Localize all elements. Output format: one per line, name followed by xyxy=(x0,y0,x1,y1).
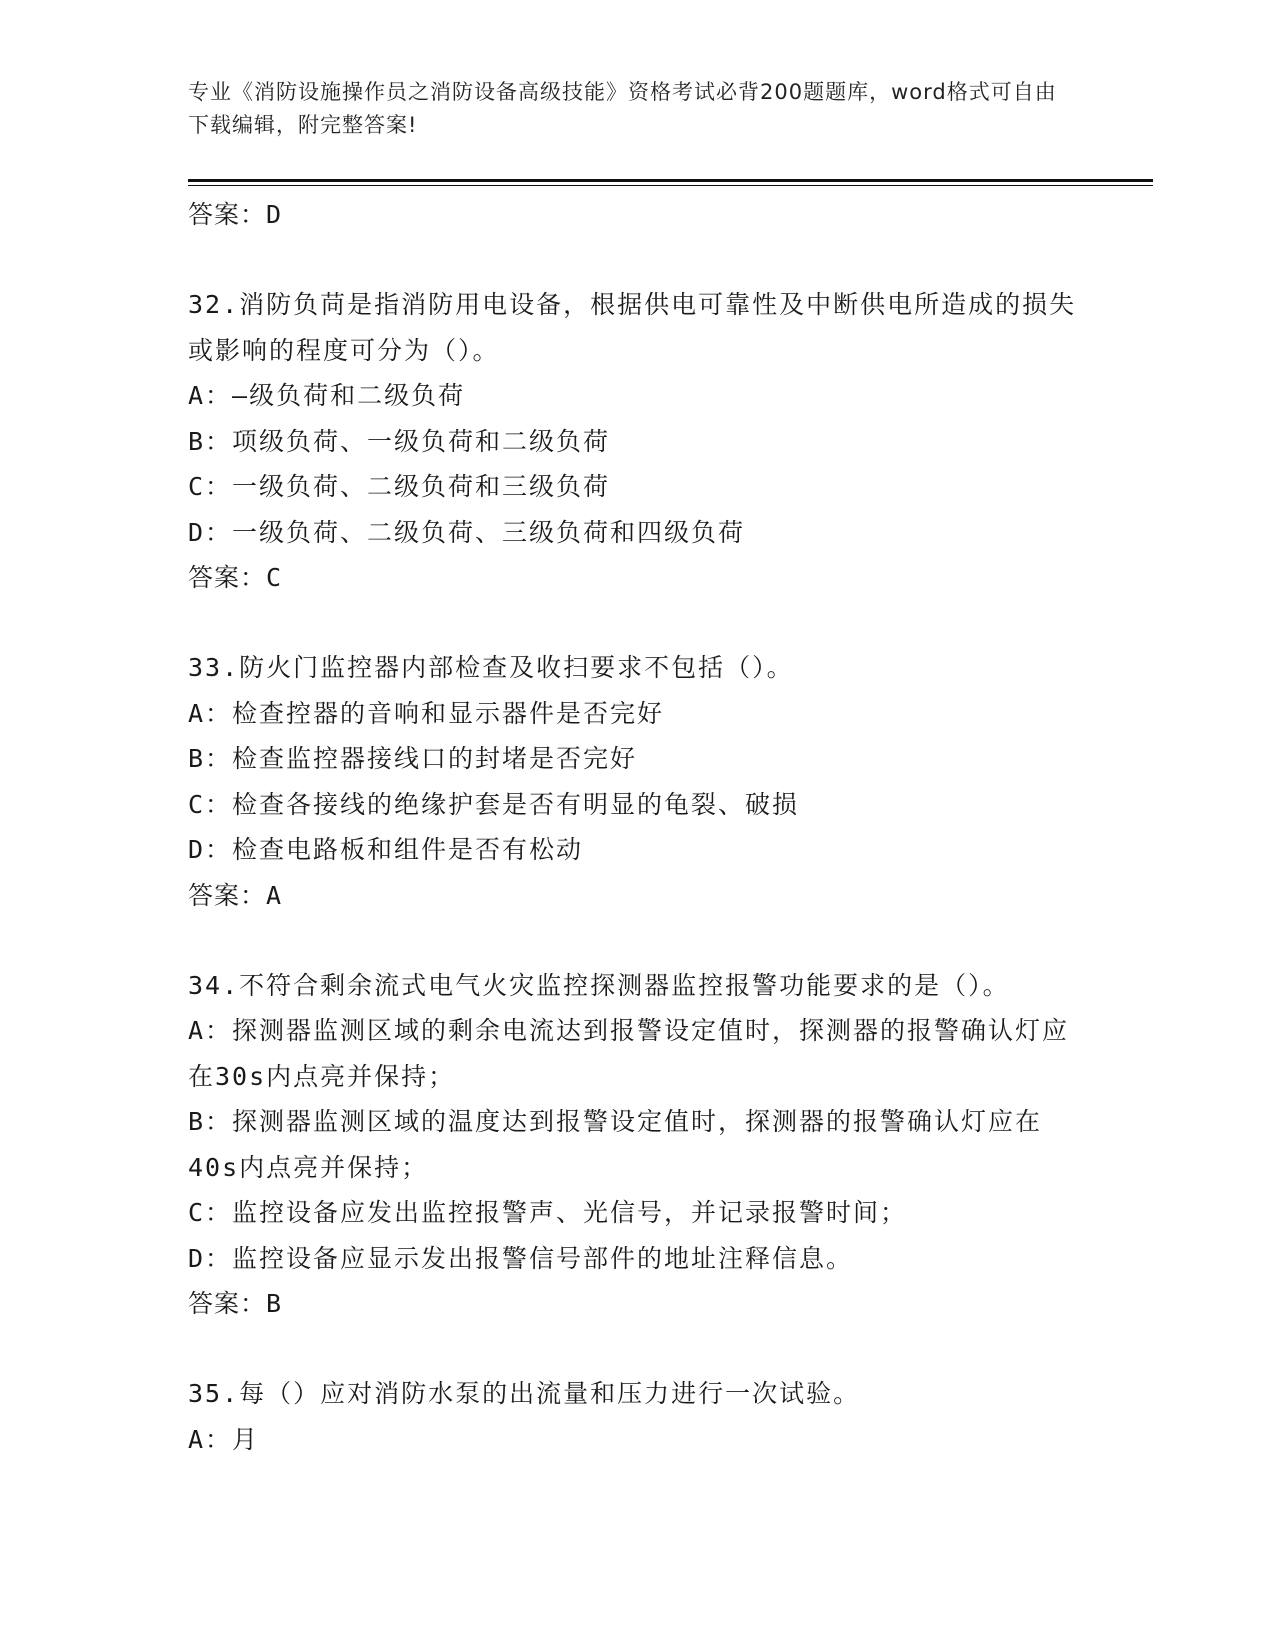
option-b: B：检查监控器接线口的封堵是否完好 xyxy=(188,744,638,773)
option-a: A：—级负荷和二级负荷 xyxy=(188,381,466,410)
answer-label: 答案： xyxy=(188,1289,267,1318)
question-list xyxy=(188,192,1088,1462)
question-stem: 34.不符合剩余流式电气火灾监控探测器监控报警功能要求的是（）。 xyxy=(188,970,1010,1000)
answer-label: 答案： xyxy=(188,200,267,229)
option-c: C：一级负荷、二级负荷和三级负荷 xyxy=(188,472,611,501)
option-d: D：监控设备应显示发出报警信号部件的地址注释信息。 xyxy=(188,1243,854,1273)
option-d: D：检查电路板和组件是否有松动 xyxy=(188,835,584,864)
answer-label: 答案： xyxy=(188,563,267,592)
answer-value: D xyxy=(266,200,283,229)
option-a: A：月 xyxy=(188,1424,260,1454)
option-c: C：监控设备应发出监控报警声、光信号，并记录报警时间； xyxy=(188,1198,908,1227)
question-stem: 32.消防负苘是指消防用电设备，根据供电可靠性及中断供电所造成的损失或影响的程度可分为（）。 xyxy=(188,290,1077,365)
option-d: D：一级负荷、二级负荷、三级负荷和四级负荷 xyxy=(188,517,746,547)
option-b: B：项级负荷、一级负荷和二级负荷 xyxy=(188,426,611,456)
question-35 xyxy=(188,1371,1088,1462)
question-33 xyxy=(188,645,1088,919)
page-header-text: 专业《消防设施操作员之消防设备高级技能》资格考试必背200题题库，word格式可自由下载编辑，附完整答案! xyxy=(188,80,1057,137)
answer-label: 答案： xyxy=(188,880,267,910)
question-34 xyxy=(188,963,1088,1328)
option-c: C：检查各接线的绝缘护套是否有明显的龟裂、破损 xyxy=(188,789,800,819)
answer-value: C xyxy=(266,563,283,592)
option-a: A：检查控器的音响和显示器件是否完好 xyxy=(188,698,665,728)
option-b: B：探测器监测区域的温度达到报警设定值时，探测器的报警确认灯应在40s内点亮并保持； xyxy=(188,1107,1043,1182)
question-answer xyxy=(188,555,1088,601)
carryover-answer xyxy=(188,192,1088,238)
header-rule-thin xyxy=(188,185,1153,186)
question-stem: 33.防火门监控器内部检查及收扫要求不包括（）。 xyxy=(188,653,794,682)
answer-value: A xyxy=(266,880,283,910)
question-answer xyxy=(188,873,1088,919)
question-stem: 35.每（）应对消防水泵的出流量和压力进行一次试验。 xyxy=(188,1379,861,1408)
answer-value: B xyxy=(266,1289,283,1318)
header-rule-thick xyxy=(188,179,1153,182)
question-32 xyxy=(188,282,1088,601)
question-answer xyxy=(188,1281,1088,1327)
option-a: A：探测器监测区域的剩余电流达到报警设定值时，探测器的报警确认灯应在30s内点亮并保持； xyxy=(188,1016,1070,1091)
